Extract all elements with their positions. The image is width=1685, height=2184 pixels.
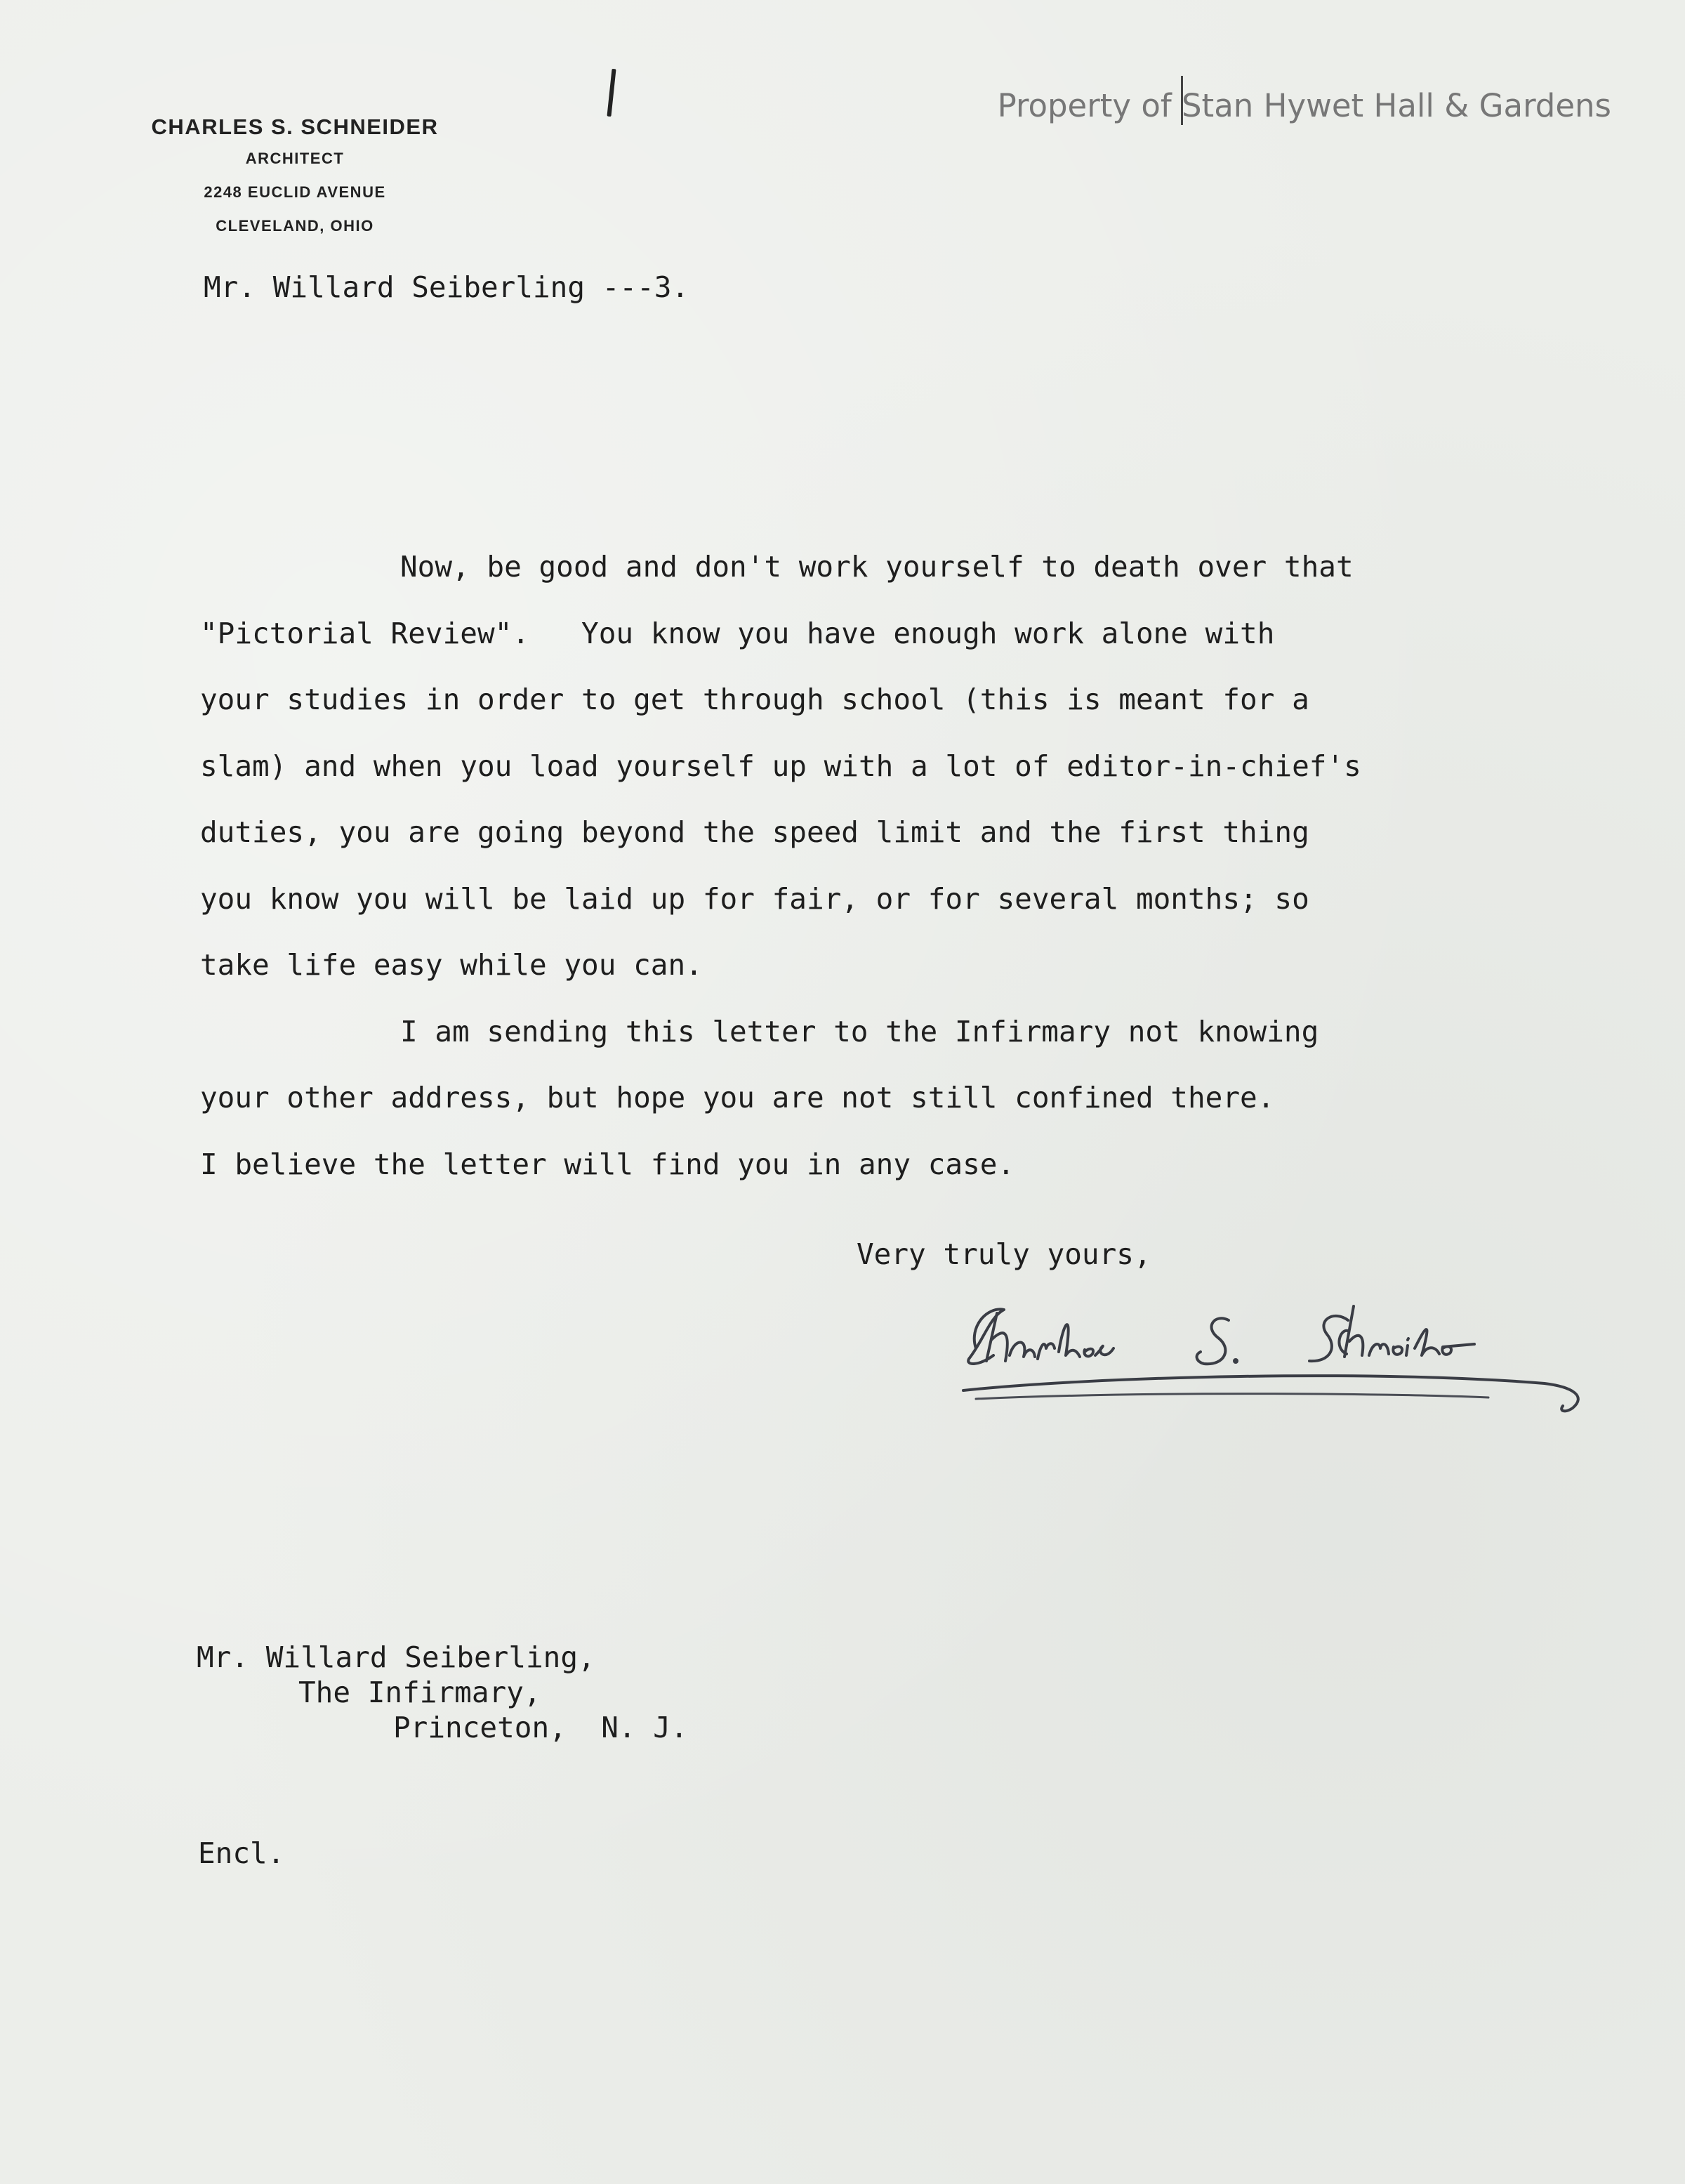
address-line: The Infirmary,: [298, 1676, 541, 1709]
recipient-address: [197, 1640, 688, 1745]
letterhead: [126, 112, 463, 243]
body-line: "Pictorial Review". You know you have enough work alone with: [200, 616, 1275, 650]
handwritten-signature: [955, 1278, 1587, 1433]
page-header: Mr. Willard Seiberling ---3.: [204, 270, 689, 304]
body-line: take life easy while you can.: [200, 948, 703, 982]
letterhead-city: CLEVELAND, OHIO: [216, 217, 374, 235]
watermark: Property of Stan Hywet Hall & Gardens: [997, 87, 1611, 124]
body-line: I believe the letter will find you in any case.: [200, 1147, 1015, 1181]
body-line: Now, be good and don't work yourself to death over that: [400, 550, 1354, 584]
body-line: slam) and when you load yourself up with a lot of editor-in-chief's: [200, 749, 1361, 783]
address-line: Mr. Willard Seiberling,: [197, 1640, 595, 1674]
letterhead-name: CHARLES S. SCHNEIDER: [151, 114, 439, 139]
letterhead-street: 2248 EUCLID AVENUE: [204, 183, 386, 201]
ink-mark: [607, 69, 616, 117]
letter-body: [200, 534, 1555, 1197]
body-line: you know you will be laid up for fair, or for several months; so: [200, 881, 1309, 916]
closing: Very truly yours,: [857, 1237, 1151, 1271]
body-line: your other address, but hope you are not still confined there.: [200, 1081, 1275, 1114]
address-line: Princeton, N. J.: [393, 1711, 688, 1744]
body-line: duties, you are going beyond the speed limit and the first thing: [200, 815, 1309, 849]
body-line: I am sending this letter to the Infirmary not knowing: [400, 1014, 1319, 1048]
letterhead-title: ARCHITECT: [245, 150, 345, 167]
enclosure-note: Encl.: [198, 1836, 285, 1870]
body-line: your studies in order to get through school (this is meant for a: [200, 683, 1309, 716]
